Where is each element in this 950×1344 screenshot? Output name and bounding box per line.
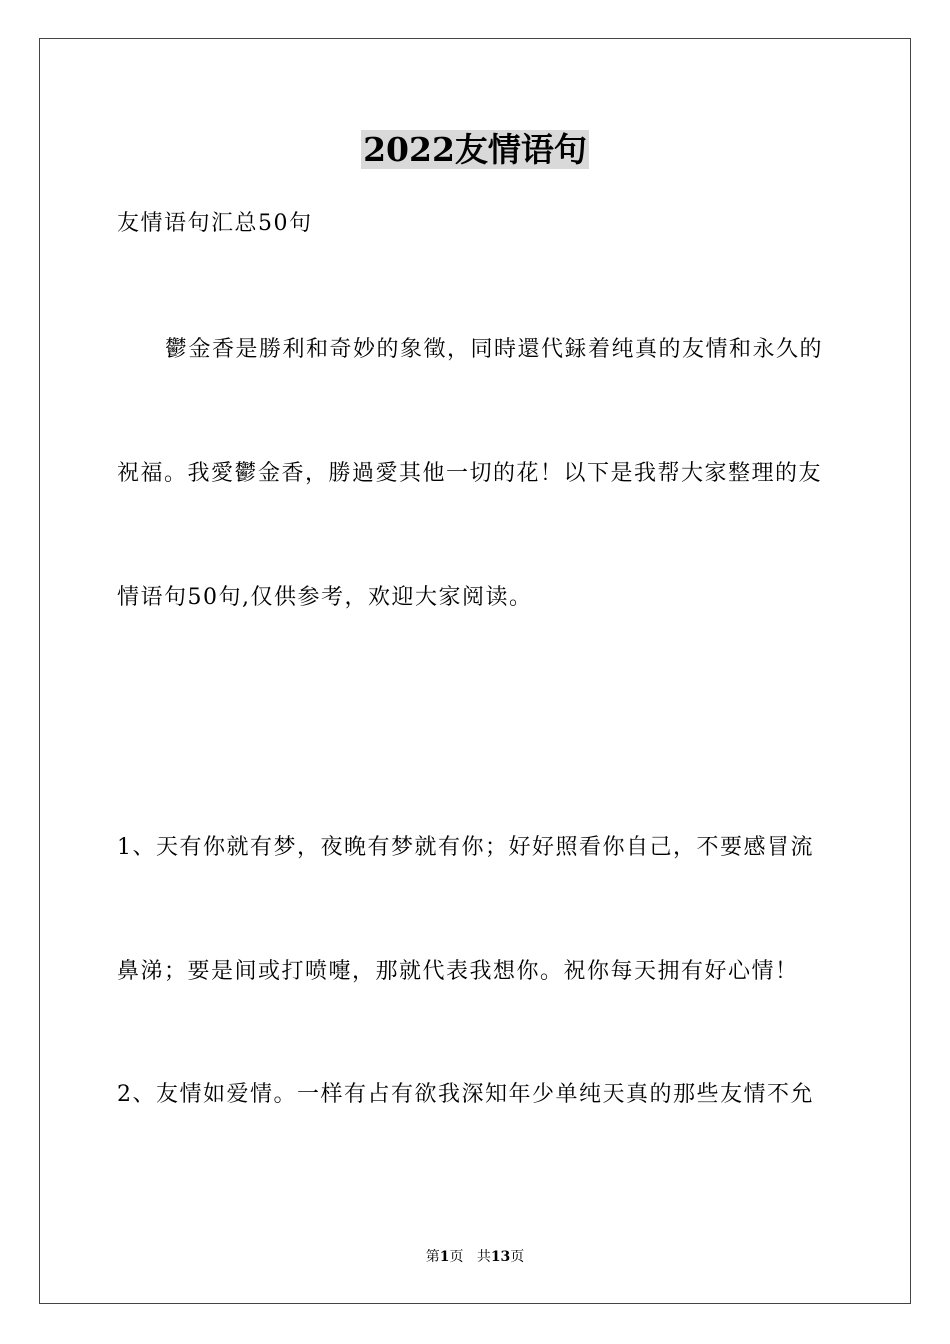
document-title-text: 2022友情语句 — [363, 130, 587, 169]
document-title — [0, 126, 950, 174]
list-item-2-line-1: 2、友情如爱情。一样有占有欲我深知年少单纯天真的那些友情不允 — [117, 1082, 814, 1107]
page-footer — [0, 1247, 950, 1267]
intro-paragraph-line-1: 鬱金香是勝利和奇妙的象徵，同時還代銾着纯真的友情和永久的 — [165, 337, 824, 362]
intro-paragraph-line-2: 祝福。我愛鬱金香，勝過愛其他一切的花！以下是我帮大家整理的友 — [117, 461, 823, 486]
document-subtitle: 友情语句汇总50句 — [117, 211, 313, 236]
list-item-1-line-2: 鼻涕；要是间或打喷嚏，那就代表我想你。祝你每天拥有好心情！ — [117, 959, 799, 984]
page-suffix: 页 — [449, 1249, 464, 1265]
page-prefix: 第 — [425, 1249, 440, 1265]
page-total: 13 — [490, 1249, 511, 1265]
page-current: 1 — [439, 1249, 450, 1265]
list-item-1-line-1: 1、天有你就有梦，夜晚有梦就有你；好好照看你自己，不要感冒流 — [117, 835, 814, 860]
total-suffix: 页 — [510, 1249, 525, 1265]
total-prefix: 共 — [476, 1249, 491, 1265]
intro-paragraph-line-3: 情语句50句,仅供参考，欢迎大家阅读。 — [117, 585, 533, 610]
